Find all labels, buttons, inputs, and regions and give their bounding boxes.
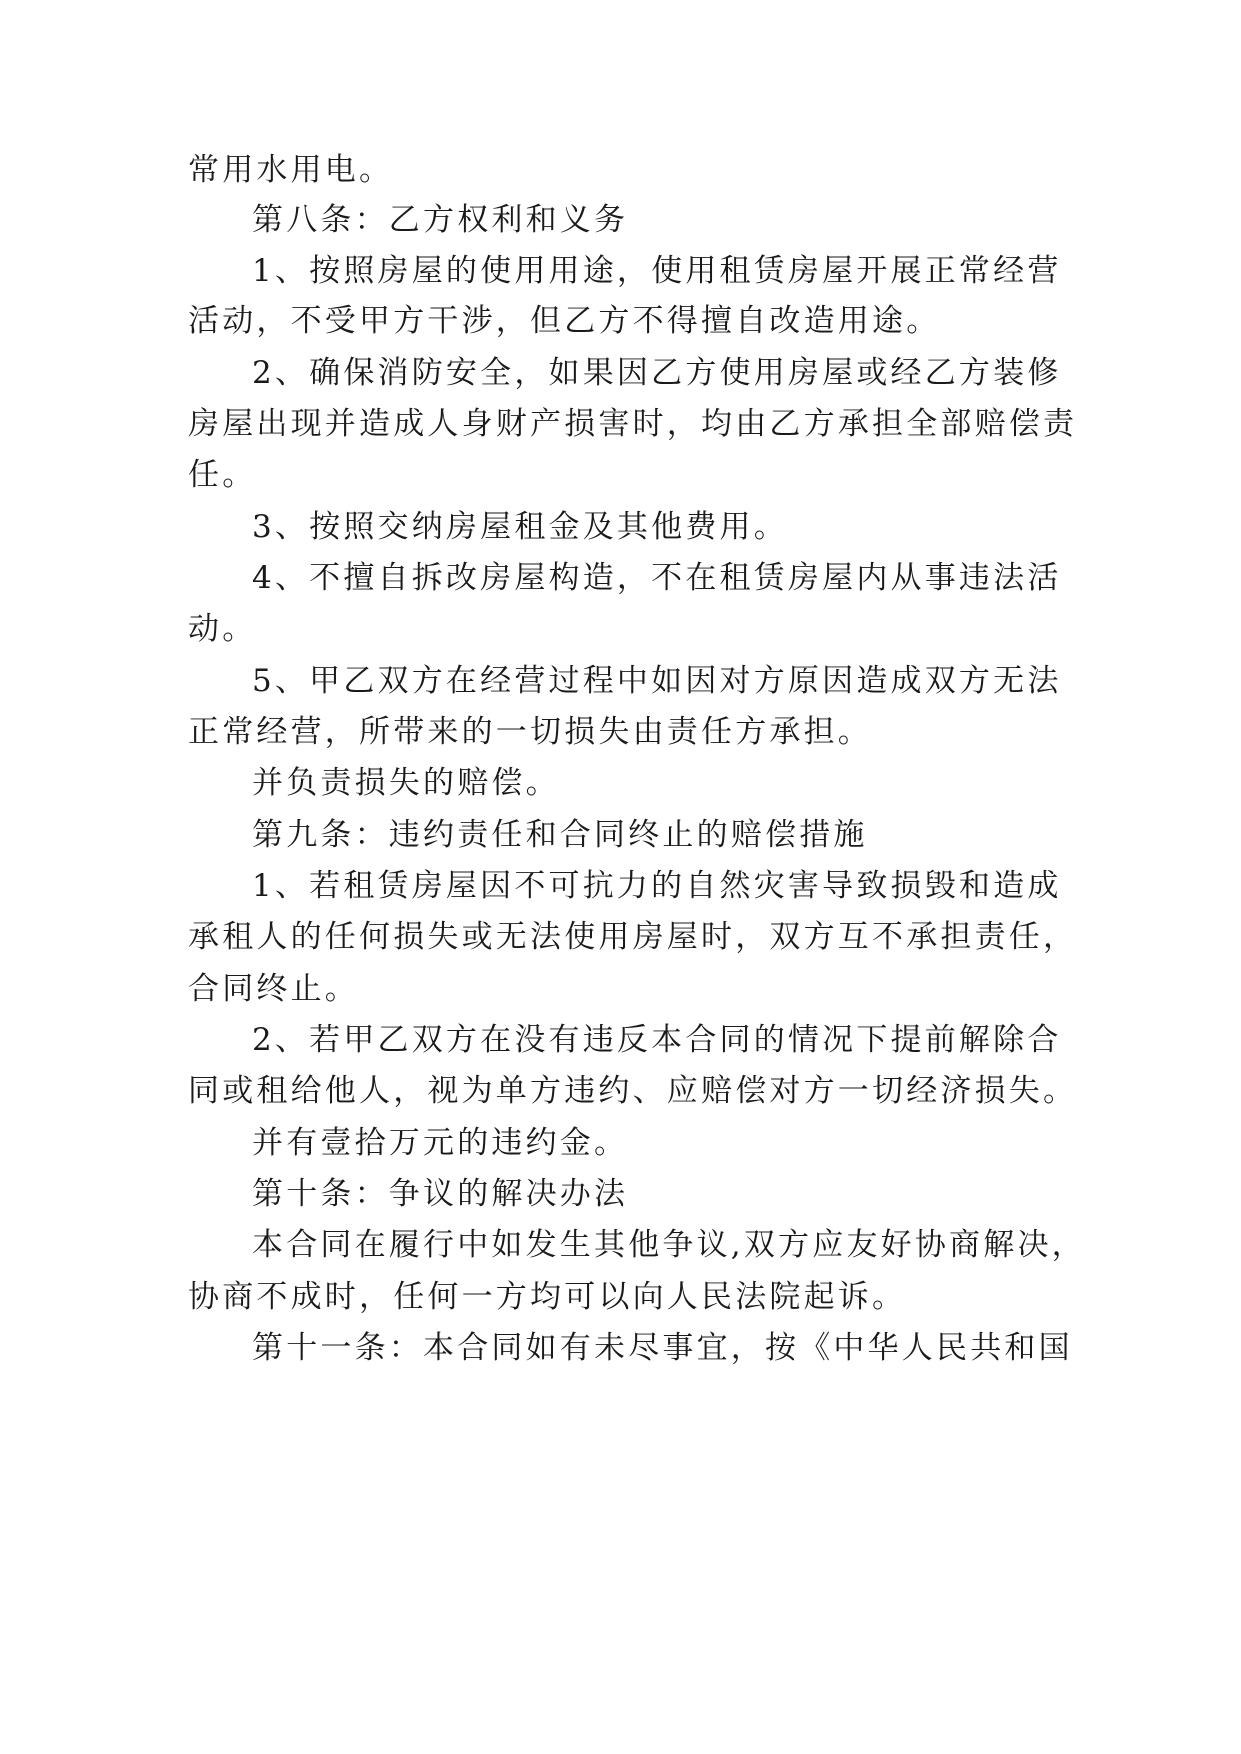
text-line: 常用水用电。 — [188, 152, 394, 188]
text-line: 2、确保消防安全，如果因乙方使用房屋或经乙方装修 — [252, 355, 1062, 391]
text-line: 3、按照交纳房屋租金及其他费用。 — [252, 509, 788, 545]
text-line: 正常经营，所带来的一切损失由责任方承担。 — [188, 714, 872, 750]
text-line: 5、甲乙双方在经营过程中如因对方原因造成双方无法 — [252, 663, 1062, 699]
article-heading: 第十一条：本合同如有未尽事宜，按《中华人民共和国 — [252, 1330, 1073, 1366]
article-heading: 第八条：乙方权利和义务 — [252, 202, 629, 238]
text-line: 1、若租赁房屋因不可抗力的自然灾害导致损毁和造成 — [252, 868, 1062, 904]
text-line: 活动，不受甲方干涉，但乙方不得擅自改造用途。 — [188, 303, 941, 339]
article-heading: 第九条：违约责任和合同终止的赔偿措施 — [252, 817, 868, 853]
text-line: 同或租给他人，视为单方违约、应赔偿对方一切经济损失。 — [188, 1073, 1078, 1109]
text-line: 任。 — [188, 457, 257, 493]
text-line: 房屋出现并造成人身财产损害时，均由乙方承担全部赔偿责 — [188, 406, 1078, 442]
text-line: 并负责损失的赔偿。 — [252, 765, 560, 801]
text-line: 并有壹拾万元的违约金。 — [252, 1125, 629, 1161]
text-line: 合同终止。 — [188, 971, 359, 1007]
text-line: 1、按照房屋的使用用途，使用租赁房屋开展正常经营 — [252, 253, 1062, 289]
text-line: 2、若甲乙双方在没有违反本合同的情况下提前解除合 — [252, 1022, 1062, 1058]
text-line: 动。 — [188, 611, 257, 647]
text-line: 4、不擅自拆改房屋构造，不在租赁房屋内从事违法活 — [252, 560, 1062, 596]
text-line: 协商不成时，任何一方均可以向人民法院起诉。 — [188, 1279, 907, 1315]
text-line: 承租人的任何损失或无法使用房屋时，双方互不承担责任， — [188, 919, 1078, 955]
text-line: 本合同在履行中如发生其他争议,双方应友好协商解决， — [252, 1227, 1086, 1263]
article-heading: 第十条：争议的解决办法 — [252, 1176, 629, 1212]
